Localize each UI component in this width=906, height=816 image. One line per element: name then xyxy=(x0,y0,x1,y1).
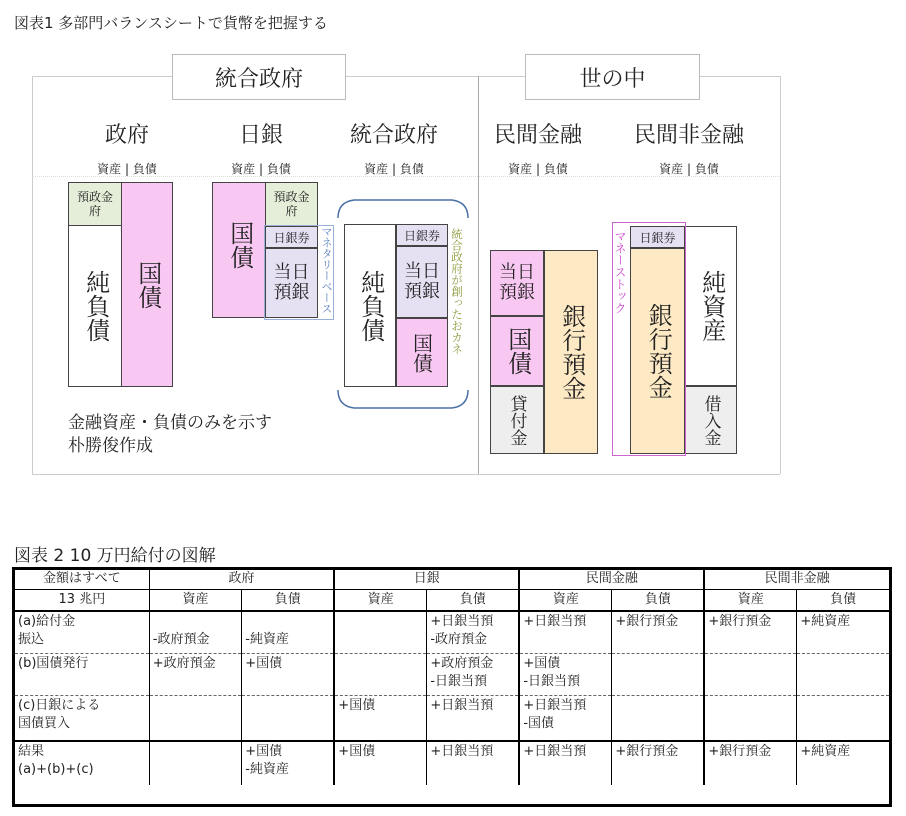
table-cell xyxy=(704,695,797,741)
col-asset: 資産 xyxy=(149,590,242,612)
table-cell: +国債 -日銀当預 xyxy=(519,653,612,695)
cons-net-debt-label: 純負債 xyxy=(356,269,385,342)
boj-bond-box xyxy=(212,182,266,318)
bank-current-deposit-box: 当日預銀 xyxy=(490,250,544,316)
money-stock-label: マネーストック xyxy=(613,230,627,314)
corner-label-2: 13 兆円 xyxy=(15,590,150,612)
boj-gov-deposit-box: 預政金府 xyxy=(265,182,318,226)
gov-bond-label: 国債 xyxy=(133,260,162,309)
sector-header-boj: 日銀 xyxy=(334,569,519,590)
table-cell xyxy=(242,695,335,741)
figure1-title: 図表1 多部門バランスシートで貨幣を把握する xyxy=(14,14,328,32)
bank-deposit-label: 銀行預金 xyxy=(557,304,586,400)
table-cell xyxy=(334,611,427,653)
col-header-private-nonfinance: 民間非金融 xyxy=(633,123,744,148)
sub-header-boj: 資産 | 負債 xyxy=(231,162,291,176)
figure1-note: 金融資産・負債のみを示す xyxy=(68,413,272,433)
table-cell: -政府預金 xyxy=(149,611,242,653)
col-liability: 負債 xyxy=(242,590,335,612)
col-asset: 資産 xyxy=(334,590,427,612)
col-liability: 負債 xyxy=(797,590,890,612)
table-cell: +国債 xyxy=(242,653,335,695)
table-cell xyxy=(612,653,705,695)
boj-note-box: 日銀券 xyxy=(265,226,318,248)
table-cell: +純資産 xyxy=(797,741,890,785)
sub-header-private-finance: 資産 | 負債 xyxy=(508,162,568,176)
sub-header-private-nonfinance: 資産 | 負債 xyxy=(659,162,719,176)
col-liability: 負債 xyxy=(612,590,705,612)
col-header-boj: 日銀 xyxy=(238,123,283,148)
benefit-table xyxy=(14,569,890,785)
table-cell xyxy=(149,741,242,785)
nonfin-net-asset-label: 純資産 xyxy=(697,270,726,342)
col-liability: 負債 xyxy=(427,590,520,612)
table-cell: +日銀当預 -政府預金 xyxy=(427,611,520,653)
nonfin-deposit-label: 銀行預金 xyxy=(644,303,673,399)
table-cell: -純資産 xyxy=(242,611,335,653)
cons-note-box: 日銀券 xyxy=(396,224,448,246)
bank-bond-label: 国債 xyxy=(503,327,532,375)
gov-bond-box xyxy=(121,182,173,387)
frame-left xyxy=(32,76,33,474)
col-header-consolidated: 統合政府 xyxy=(349,123,438,148)
cons-net-debt-box xyxy=(344,224,396,387)
table-cell: +日銀当預 xyxy=(519,611,612,653)
table-cell: +日銀当預 xyxy=(519,741,612,785)
monetary-base-label: マネタリーベース xyxy=(320,226,333,314)
figure1-author: 朴勝俊作成 xyxy=(68,436,153,456)
gov-net-debt-box xyxy=(68,225,122,387)
row-label: 結果 (a)+(b)+(c) xyxy=(15,741,150,785)
table-cell: +政府預金 xyxy=(149,653,242,695)
col-asset: 資産 xyxy=(704,590,797,612)
gov-deposit-box: 預政金府 xyxy=(68,182,122,226)
sector-header-private-nonfinance: 民間非金融 xyxy=(704,569,889,590)
table-cell: +銀行預金 xyxy=(704,611,797,653)
nonfin-net-asset-box xyxy=(685,226,737,386)
row-label: (b)国債発行 xyxy=(15,653,150,695)
table-cell: +国債 xyxy=(334,695,427,741)
consolidated-money-label: 統合政府が創ったおカネ xyxy=(450,228,464,355)
frame-right xyxy=(780,76,781,474)
table-cell: +日銀当預 xyxy=(427,695,520,741)
table-cell xyxy=(797,653,890,695)
table-cell: +国債 -純資産 xyxy=(242,741,335,785)
cons-bond-box xyxy=(396,318,448,387)
nonfin-borrowing-box xyxy=(685,386,737,454)
table-cell: +銀行預金 xyxy=(612,611,705,653)
table-cell: +国債 xyxy=(334,741,427,785)
table-cell xyxy=(612,695,705,741)
table-cell xyxy=(704,653,797,695)
sub-header-consolidated: 資産 | 負債 xyxy=(364,162,424,176)
cons-current-deposit-box: 当日預銀 xyxy=(396,246,448,318)
row-label: (a)給付金 振込 xyxy=(15,611,150,653)
frame-bottom xyxy=(32,474,780,475)
table-cell: +銀行預金 xyxy=(612,741,705,785)
group-header-integrated-gov: 統合政府 xyxy=(172,54,346,100)
table-cell: +純資産 xyxy=(797,611,890,653)
bank-bond-box xyxy=(490,316,544,386)
table-cell: +日銀当預 -国債 xyxy=(519,695,612,741)
bank-deposit-box xyxy=(544,250,598,454)
figure2-title: 図表 2 10 万円給付の図解 xyxy=(14,546,216,566)
corner-label-1: 金額はすべて xyxy=(15,569,150,590)
table-cell: +銀行預金 xyxy=(704,741,797,785)
bank-loan-box xyxy=(490,386,544,454)
bank-loan-label: 貸付金 xyxy=(506,394,527,446)
sector-header-private-finance: 民間金融 xyxy=(519,569,704,590)
table-cell xyxy=(334,653,427,695)
row-label: (c)日銀による 国債買入 xyxy=(15,695,150,741)
sub-header-gov: 資産 | 負債 xyxy=(97,162,157,176)
boj-current-deposit-box: 当日預銀 xyxy=(265,248,318,318)
sector-header-gov: 政府 xyxy=(149,569,334,590)
table-cell: +日銀当預 xyxy=(427,741,520,785)
table-cell: +政府預金 -日銀当預 xyxy=(427,653,520,695)
col-header-gov: 政府 xyxy=(104,123,149,148)
table-cell xyxy=(149,695,242,741)
table-cell xyxy=(797,695,890,741)
col-asset: 資産 xyxy=(519,590,612,612)
group-header-society: 世の中 xyxy=(525,54,700,100)
cons-bond-label: 国債 xyxy=(409,332,434,373)
gov-net-debt-label: 純負債 xyxy=(81,270,110,342)
nonfin-borrowing-label: 借入金 xyxy=(700,394,721,446)
nonfin-note-box: 日銀券 xyxy=(630,226,685,248)
boj-bond-label: 国債 xyxy=(225,221,254,269)
col-header-private-finance: 民間金融 xyxy=(493,123,582,148)
